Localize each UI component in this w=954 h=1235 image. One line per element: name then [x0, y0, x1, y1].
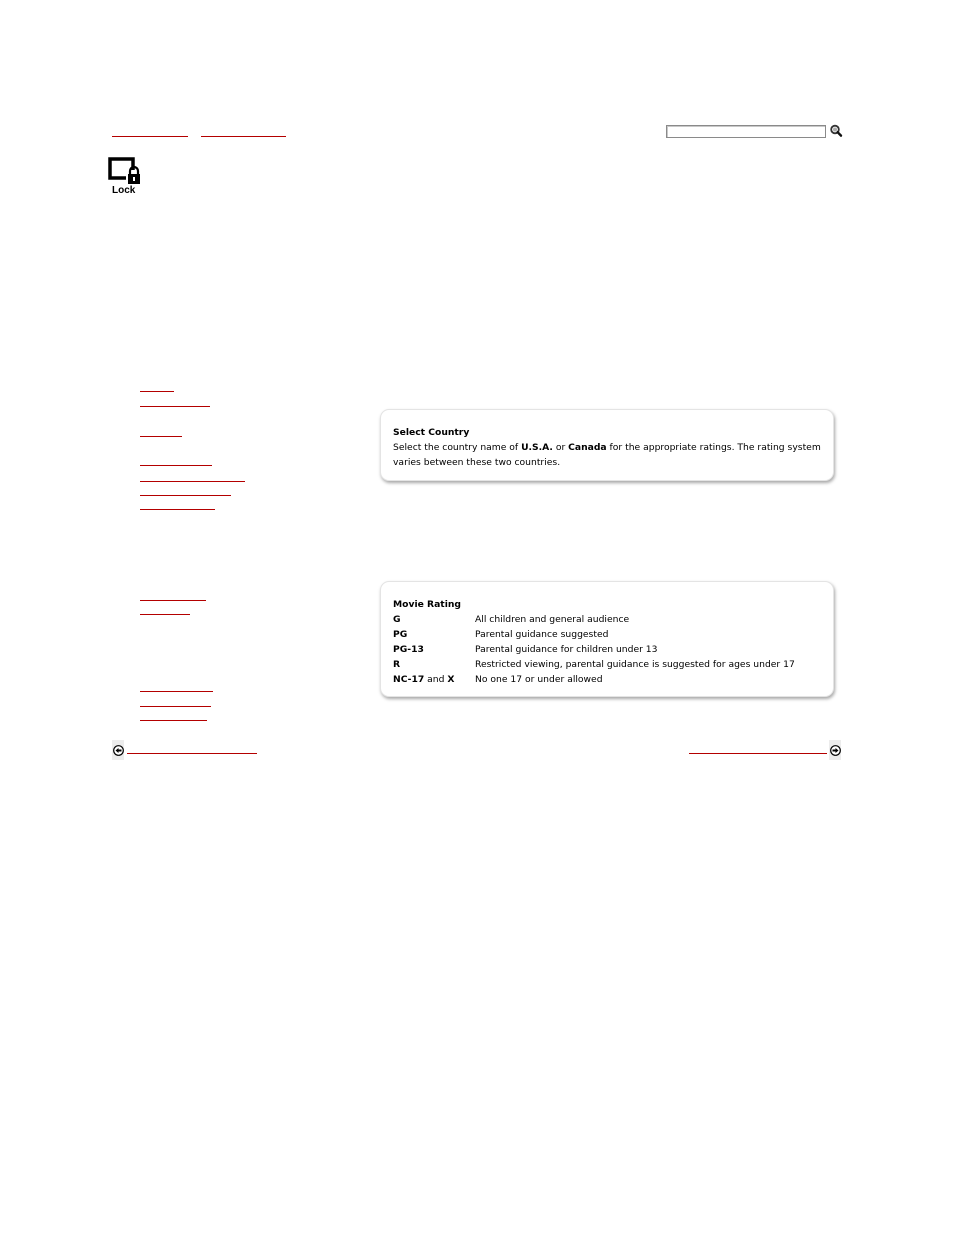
side-link-11[interactable] — [140, 696, 211, 707]
search-input[interactable] — [666, 125, 826, 138]
lock-icon — [108, 157, 144, 185]
rating-row — [393, 657, 821, 672]
select-country-title: Select Country — [393, 427, 470, 438]
rating-row — [393, 612, 821, 627]
rating-code-x: X — [447, 674, 455, 685]
rating-code-nc17: NC-17 — [393, 674, 425, 685]
side-link-8[interactable] — [140, 590, 206, 601]
side-link-10[interactable] — [140, 681, 213, 692]
country-usa: U.S.A. — [521, 442, 553, 453]
search-button[interactable] — [828, 123, 844, 139]
next-page-link[interactable] — [689, 742, 827, 754]
rating-code-and: and — [424, 674, 448, 685]
rating-row — [393, 642, 821, 657]
side-link-3[interactable] — [140, 426, 182, 437]
select-country-text-after: for the appropriate ratings. The rating system varies between these two countries. — [393, 442, 821, 468]
page-icon-label: Lock — [112, 185, 136, 196]
select-country-or: or — [552, 442, 569, 453]
select-country-callout — [380, 409, 834, 481]
rating-description: Restricted viewing, parental guidance is suggested for ages under 17 — [475, 659, 795, 670]
rating-code — [393, 672, 475, 687]
page-icon — [108, 157, 144, 199]
rating-code: R — [393, 659, 401, 670]
rating-row — [393, 627, 821, 642]
breadcrumb-link-1[interactable] — [112, 124, 188, 137]
movie-rating-callout — [380, 581, 834, 697]
prev-page-link[interactable] — [127, 742, 257, 754]
rating-description: All children and general audience — [475, 614, 630, 625]
select-country-text-before: Select the country name of — [393, 442, 522, 453]
rating-row — [393, 672, 821, 687]
side-link-2[interactable] — [140, 396, 210, 407]
breadcrumb-link-2[interactable] — [201, 124, 286, 137]
side-link-6[interactable] — [140, 485, 231, 496]
rating-code: PG — [393, 629, 408, 640]
rating-description: Parental guidance for children under 13 — [475, 644, 658, 655]
side-link-5[interactable] — [140, 471, 245, 482]
movie-rating-title: Movie Rating — [393, 599, 461, 610]
side-link-7[interactable] — [140, 499, 215, 510]
rating-code: PG-13 — [393, 644, 424, 655]
country-canada: Canada — [568, 442, 607, 453]
rating-description: Parental guidance suggested — [475, 629, 609, 640]
side-link-12[interactable] — [140, 710, 207, 721]
side-link-1[interactable] — [140, 381, 174, 392]
rating-description: No one 17 or under allowed — [475, 674, 603, 685]
search-icon — [828, 123, 844, 139]
select-country-text — [393, 440, 821, 470]
prev-page-button[interactable] — [112, 740, 124, 760]
side-link-9[interactable] — [140, 604, 190, 615]
arrow-right-icon — [830, 745, 841, 756]
rating-code: G — [393, 614, 401, 625]
arrow-left-icon — [113, 745, 124, 756]
side-link-4[interactable] — [140, 455, 212, 466]
next-page-button[interactable] — [829, 740, 841, 760]
